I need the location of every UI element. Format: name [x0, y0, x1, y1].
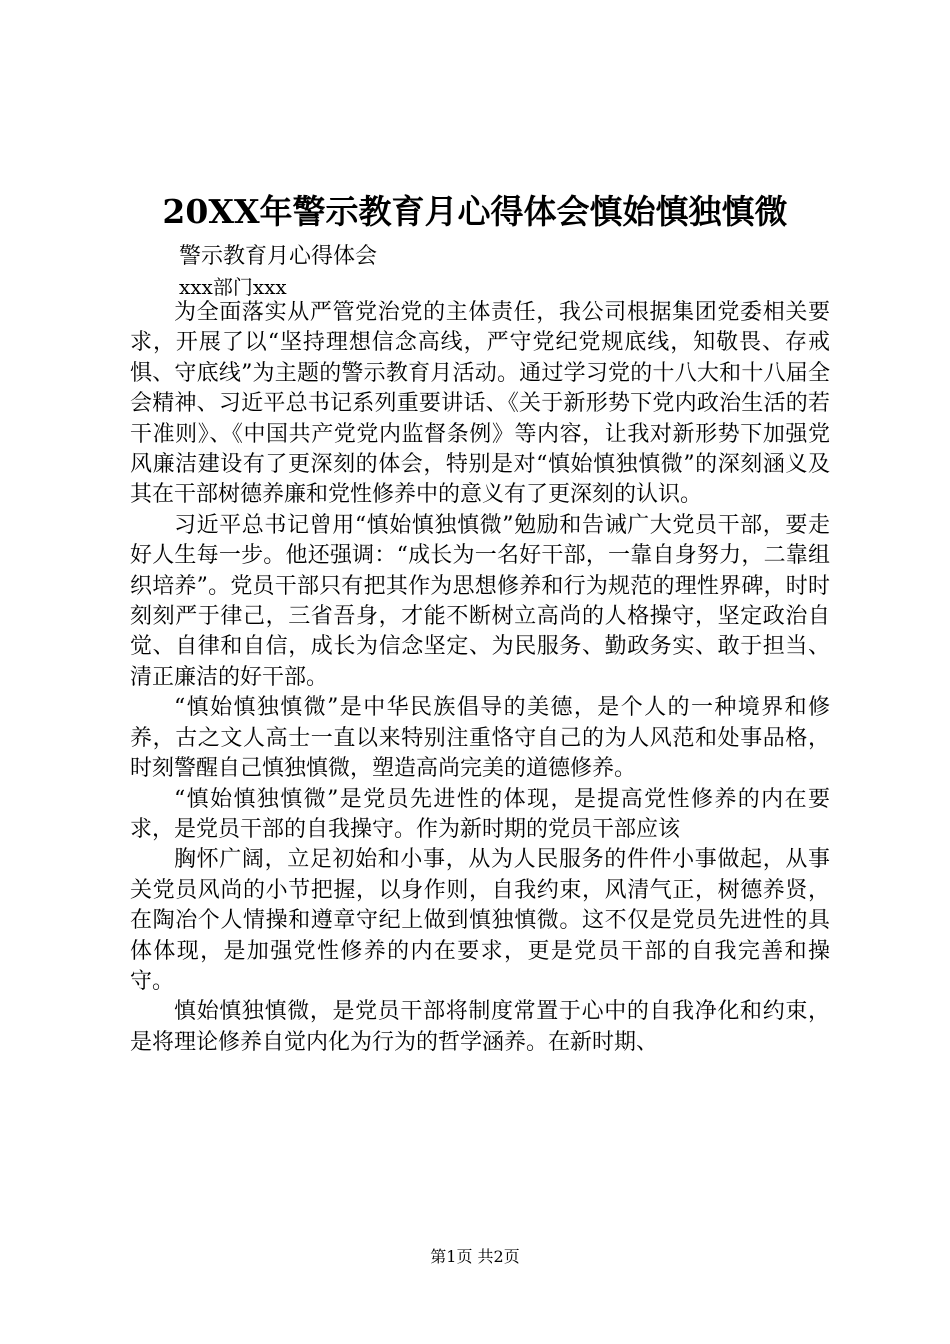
document-subtitle: 警示教育月心得体会 — [179, 244, 378, 269]
department-line: xxx部门xxx — [179, 275, 287, 299]
body-paragraph: “慎始慎独慎微”是党员先进性的体现，是提高党性修养的内在要求，是党员干部的自我操守。作为新时期的党员干部应该 — [130, 786, 830, 842]
body-paragraph: 胸怀广阔，立足初始和小事，从为人民服务的件件小事做起，从事关党员风尚的小节把握，以身作则，自我约束，风清气正，树德养贤，在陶冶个人情操和遵章守纪上做到慎独慎微。这不仅是党员先进性的具体体现，是加强党性修养的内在要求，更是党员干部的自我完善和操守。 — [130, 847, 830, 994]
body-paragraph: 慎始慎独慎微，是党员干部将制度常置于心中的自我净化和约束，是将理论修养自觉内化为行为的哲学涵养。在新时期、 — [130, 999, 830, 1055]
document-title: 20XX年警示教育月心得体会慎始慎独慎微 — [162, 192, 788, 231]
body-paragraph: 为全面落实从严管党治党的主体责任，我公司根据集团党委相关要求，开展了以“坚持理想信念高线，严守党纪党规底线，知敬畏、存戒惧、守底线”为主题的警示教育月活动。通过学习党的十八大和十八届全会精神、习近平总书记系列重要讲话、《关于新形势下党内政治生活的若干准则》、《中国共产党党内监督条例》等内容，让我对新形势下加强党风廉洁建设有了更深刻的体会，特别是对“慎始慎独慎微”的深刻涵义及其在干部树德养廉和党性修养中的意义有了更深刻的认识。 — [130, 300, 830, 508]
body-paragraph: “慎始慎独慎微”是中华民族倡导的美德，是个人的一种境界和修养，古之文人高士一直以来特别注重恪守自己的为人风范和处事品格，时刻警醒自己慎独慎微，塑造高尚完美的道德修养。 — [130, 695, 830, 782]
page-footer: 第1页 共2页 — [430, 1247, 520, 1266]
body-paragraph: 习近平总书记曾用“慎始慎独慎微”勉励和告诫广大党员干部，要走好人生每一步。他还强调：“成长为一名好干部，一靠自身努力，二靠组织培养”。党员干部只有把其作为思想修养和行为规范的理性界碑，时时刻刻严于律己，三省吾身，才能不断树立高尚的人格操守，坚定政治自觉、自律和自信，成长为信念坚定、为民服务、勤政务实、敢于担当、清正廉洁的好干部。 — [130, 512, 830, 690]
document-body — [130, 298, 830, 1058]
